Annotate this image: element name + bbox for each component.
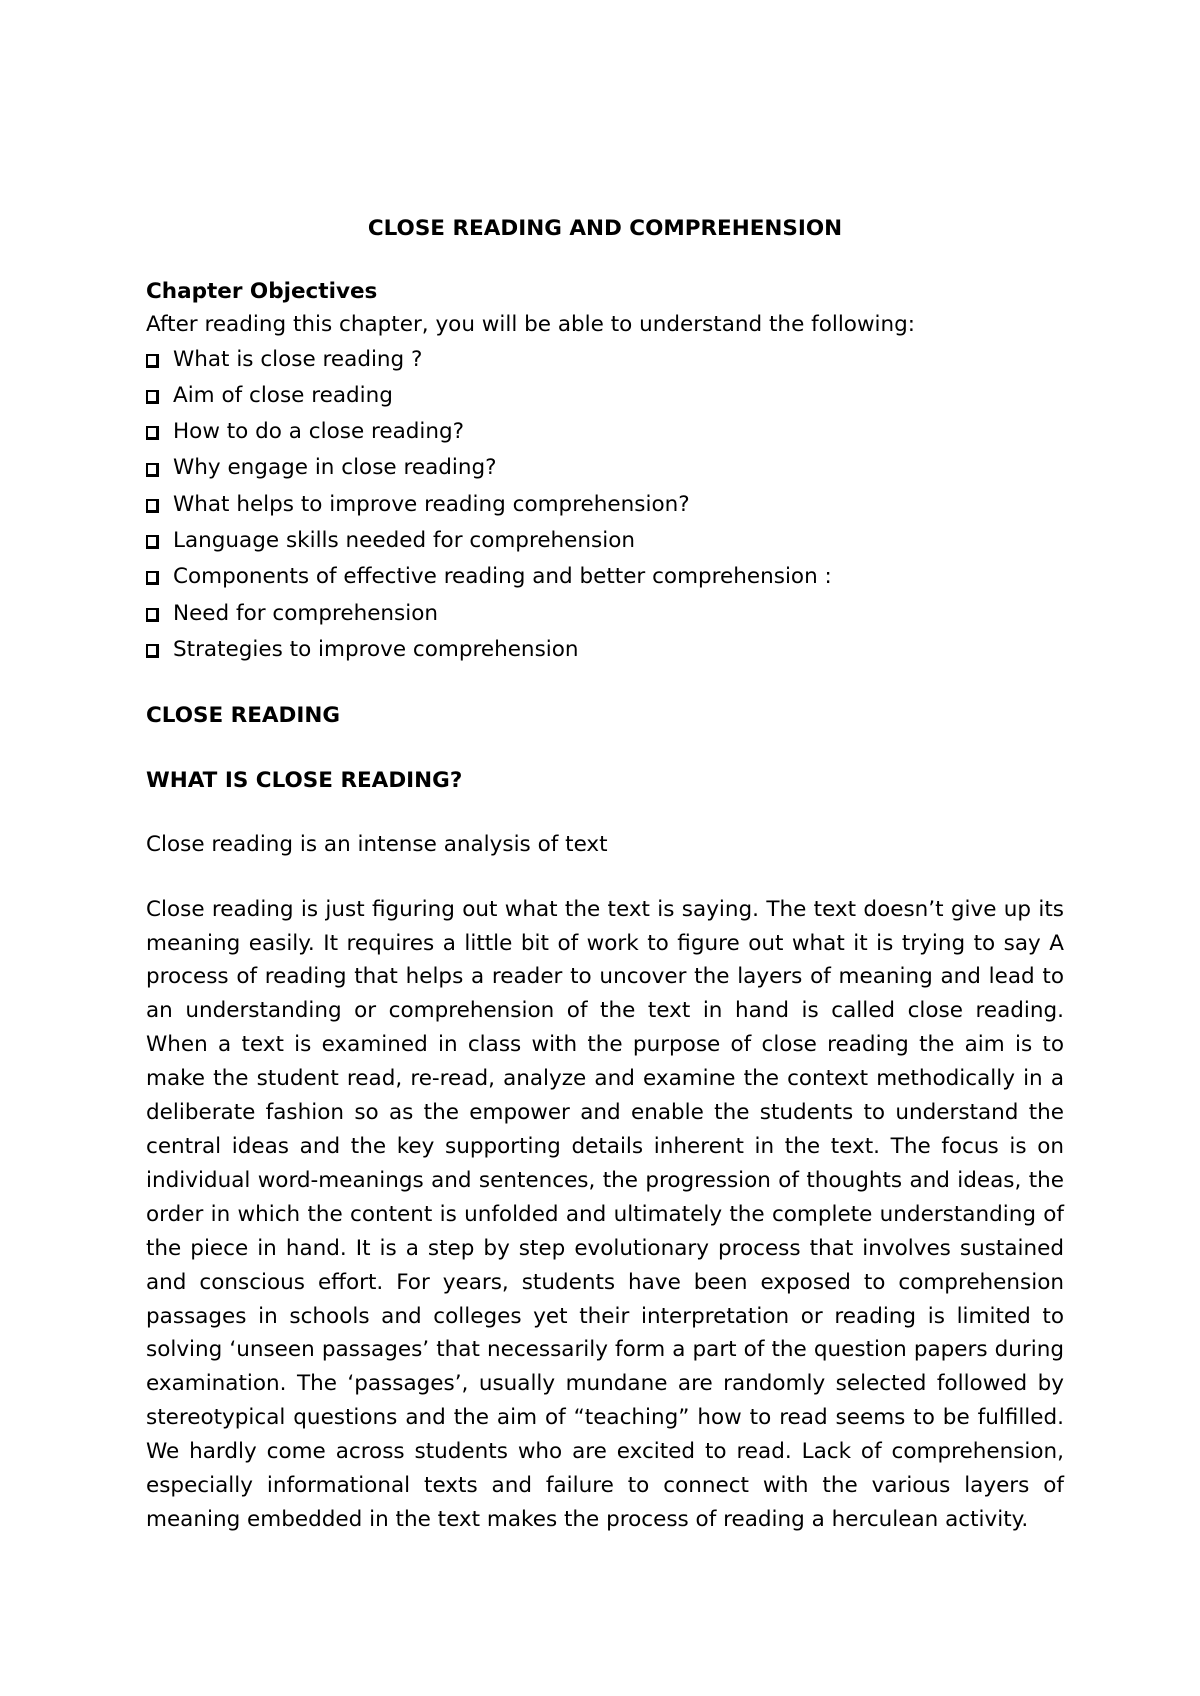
objective-text: How to do a close reading? xyxy=(173,419,465,445)
section-heading: CLOSE READING xyxy=(146,703,341,729)
objective-text: Components of effective reading and better comprehension : xyxy=(173,564,832,590)
list-item xyxy=(146,378,1064,414)
list-item xyxy=(146,523,1064,559)
objectives-intro: After reading this chapter, you will be able to understand the following: xyxy=(146,312,916,337)
checkbox-icon xyxy=(146,644,159,658)
list-item xyxy=(146,596,1064,632)
checkbox-icon xyxy=(146,354,159,368)
checkbox-icon xyxy=(146,499,159,513)
objective-text: Need for comprehension xyxy=(173,600,439,626)
objective-text: Language skills needed for comprehension xyxy=(173,527,635,553)
checkbox-icon xyxy=(146,608,159,622)
subheading: WHAT IS CLOSE READING? xyxy=(146,767,463,793)
checkbox-icon xyxy=(146,390,159,404)
objective-text: What helps to improve reading comprehension? xyxy=(173,491,690,517)
lead-sentence: Close reading is an intense analysis of text xyxy=(146,832,608,858)
objectives-list xyxy=(146,342,1064,669)
list-item xyxy=(146,487,1064,523)
document-content xyxy=(146,212,1064,1537)
checkbox-icon xyxy=(146,535,159,549)
checkbox-icon xyxy=(146,571,159,585)
document-title: CLOSE READING AND COMPREHENSION xyxy=(367,216,843,241)
objective-text: Strategies to improve comprehension xyxy=(173,636,579,662)
list-item xyxy=(146,632,1064,668)
list-item xyxy=(146,414,1064,450)
objective-text: What is close reading ? xyxy=(173,346,423,372)
checkbox-icon xyxy=(146,463,159,477)
list-item xyxy=(146,342,1064,378)
objective-text: Why engage in close reading? xyxy=(173,455,497,481)
checkbox-icon xyxy=(146,426,159,440)
objectives-heading: Chapter Objectives xyxy=(146,278,378,304)
list-item xyxy=(146,559,1064,595)
body-paragraph: Close reading is just figuring out what the text is saying. The text doesn’t give up its meaning easily. It requires a little bit of work to figure out what it is trying to say A process of reading that helps a reader to uncover the layers of meaning and lead to an understanding or comprehension of the text in hand is called close reading. When a text is examined in class with the purpose of close reading the aim is to make the student read, re-read, analyze and examine the context methodically in a deliberate fashion so as the empower and enable the students to understand the central ideas and the key supporting details inherent in the text. The focus is on individual word-meanings and sentences, the progression of thoughts and ideas, the order in which the content is unfolded and ultimately the complete understanding of the piece in hand. It is a step by step evolutionary process that involves sustained and conscious effort. For years, students have been exposed to comprehension passages in schools and colleges yet their interpretation or reading is limited to solving ‘unseen passages’ that necessarily form a part of the question papers during examination. The ‘passages’, usually mundane are randomly selected followed by stereotypical questions and the aim of “teaching” how to read seems to be fulfilled. We hardly come across students who are excited to read. Lack of comprehension, especially informational texts and failure to connect with the various layers of meaning embedded in the text makes the process of reading a herculean activity. xyxy=(146,896,1064,1532)
list-item xyxy=(146,450,1064,486)
objective-text: Aim of close reading xyxy=(173,382,393,408)
